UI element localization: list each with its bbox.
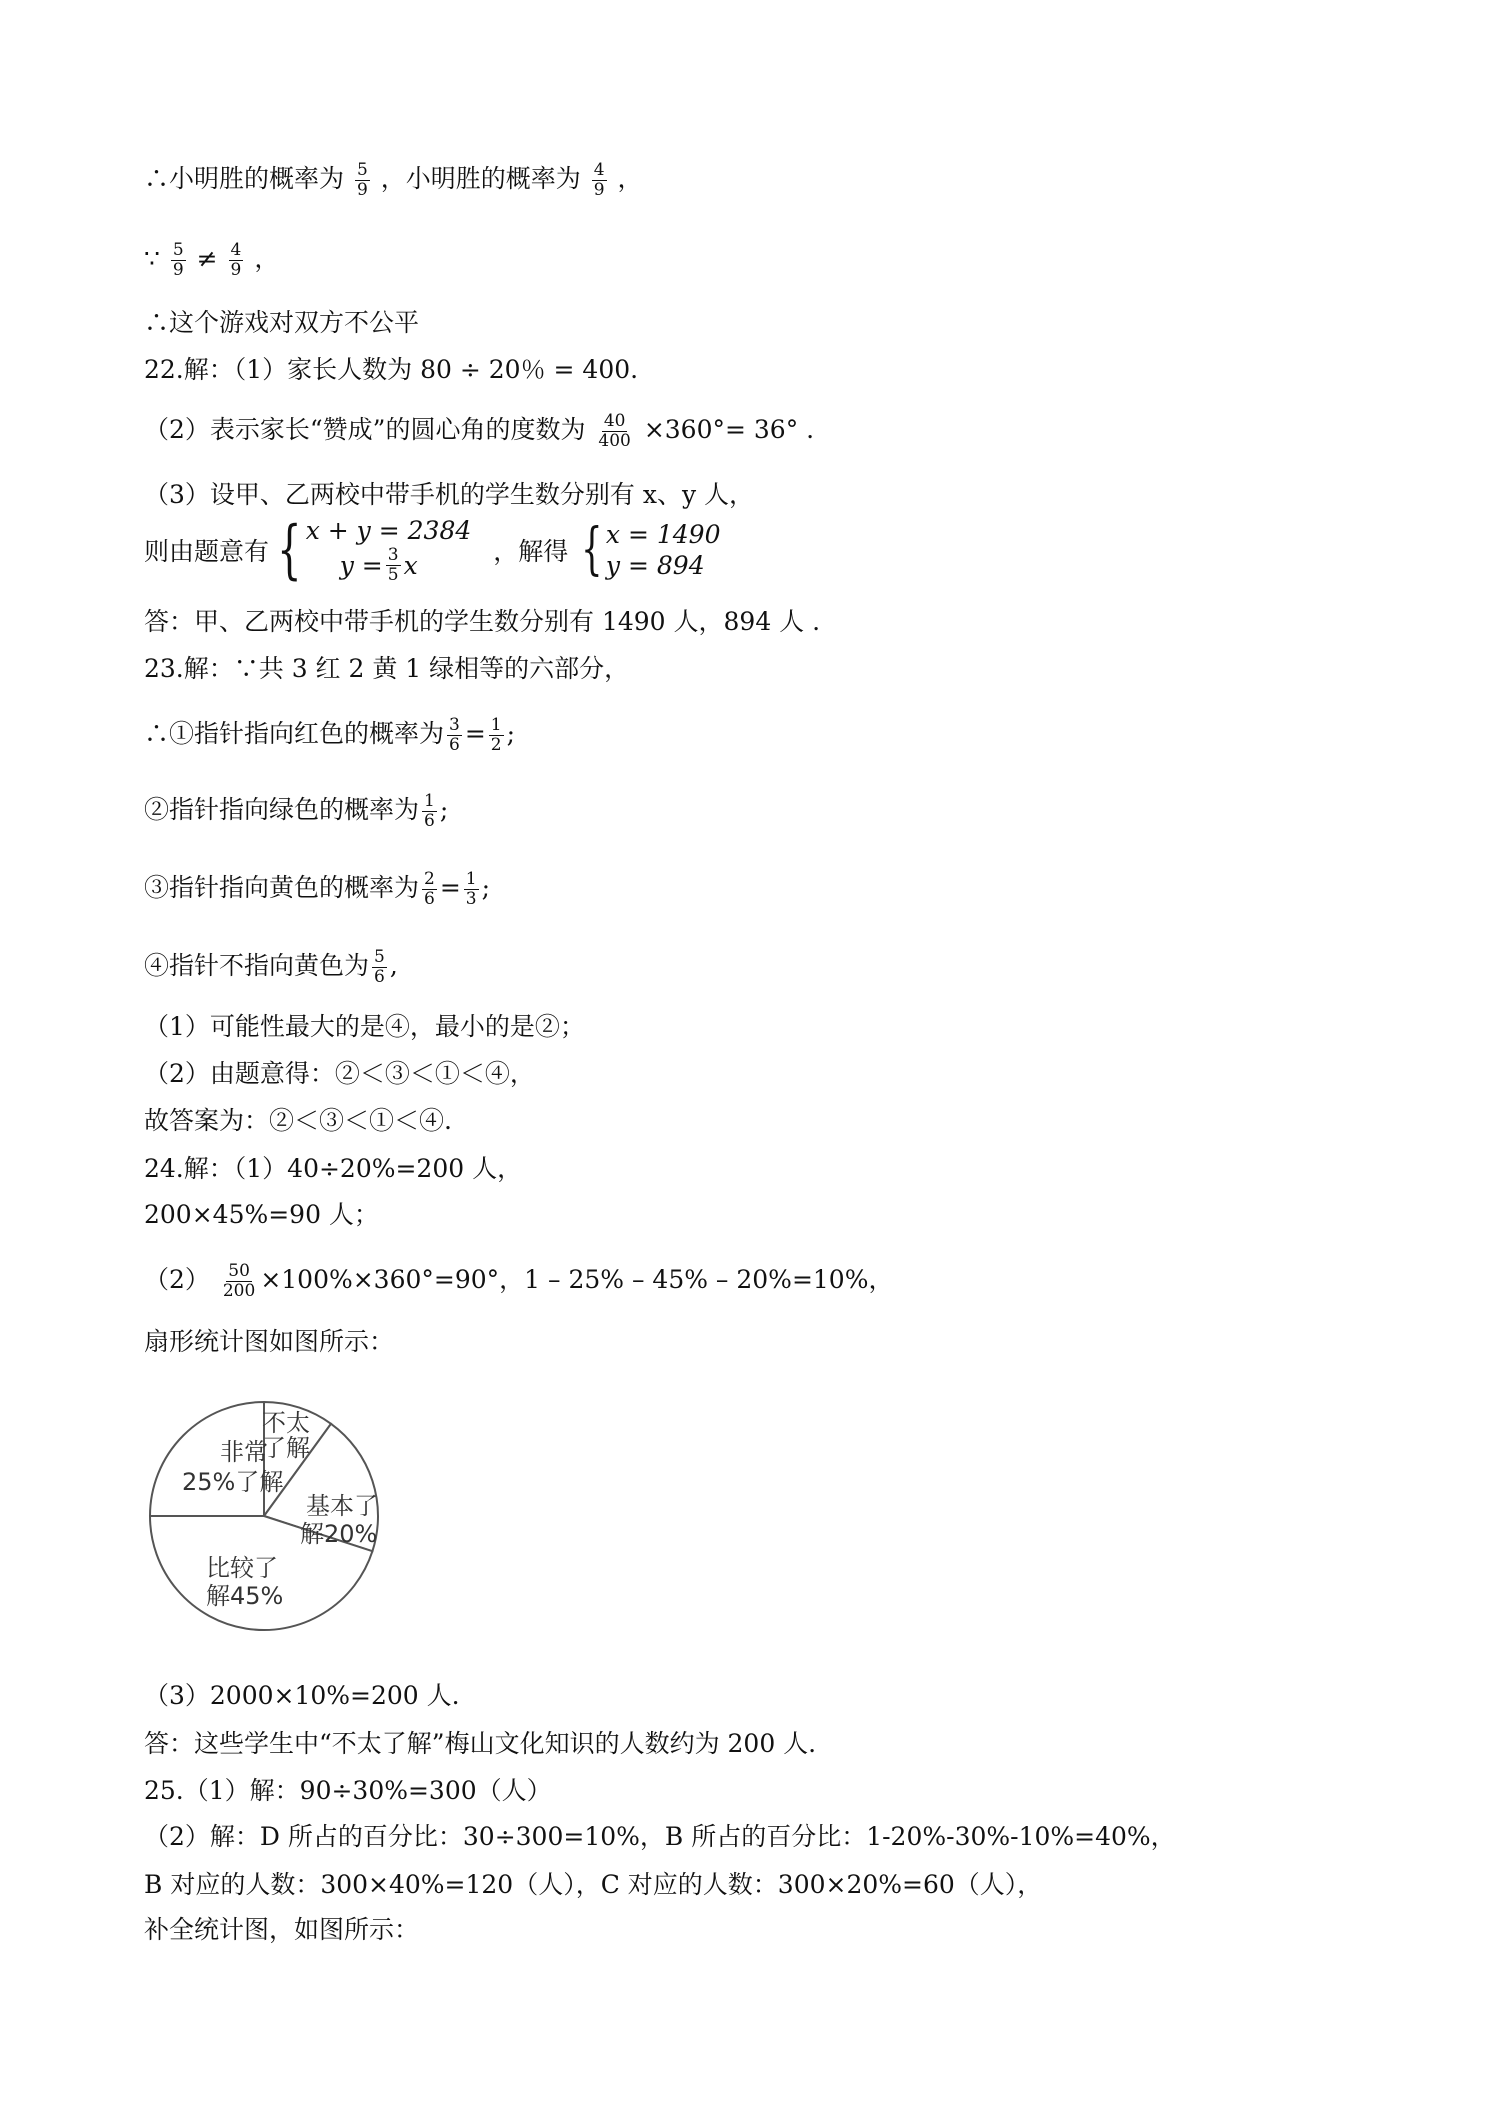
text-line-22: 答：这些学生中“不太了解”梅山文化知识的人数约为 200 人. (144, 1729, 817, 1758)
text-segment: ; (506, 719, 516, 748)
text-segment: = (439, 873, 461, 902)
text-segment: ，小明胜的概率为 (380, 164, 581, 193)
text-segment: ④指针不指向黄色为 (144, 951, 370, 980)
text-segment: ∴小明胜的概率为 (144, 164, 345, 193)
pie-label-3-2: 解45% (206, 1582, 284, 1610)
text-segment: y = (339, 551, 383, 580)
text-line-4: 22.解：（1）家长人数为 80 ÷ 20％ = 400. (144, 355, 639, 384)
fraction (592, 161, 607, 200)
text-line-16: 故答案为：②＜③＜①＜④. (144, 1106, 452, 1135)
fraction (171, 241, 186, 280)
text-line-26: 补全统计图，如图所示： (144, 1915, 420, 1944)
denominator: 9 (356, 180, 368, 200)
denominator: 6 (374, 967, 385, 987)
text-line-14: （1）可能性最大的是④，最小的是②； (144, 1012, 585, 1041)
pie-chart (140, 1388, 390, 1648)
pie-label-0-2: 25%了解 (182, 1468, 284, 1496)
fraction (422, 870, 437, 909)
numerator: 4 (593, 160, 605, 180)
text-line-17: 24.解：（1）40÷20%=200 人， (144, 1154, 523, 1183)
denominator: 6 (449, 735, 460, 755)
fraction (596, 412, 632, 451)
text-line-12 (144, 870, 490, 909)
numerator: 1 (465, 869, 477, 889)
text-line-5 (144, 412, 814, 451)
text-line-3: ∴这个游戏对双方不公平 (144, 308, 420, 337)
text-segment: ， (617, 164, 643, 193)
text-line-15: （2）由题意得：②＜③＜①＜④， (144, 1059, 535, 1088)
denominator: 400 (598, 431, 631, 451)
text-line-20: 扇形统计图如图所示： (144, 1327, 395, 1356)
denominator: 200 (222, 1281, 256, 1301)
fraction (229, 241, 244, 280)
text-segment: ×100%×360°=90°，1 – 25% – 45% – 20%=10%， (260, 1265, 894, 1294)
text-segment: ≠ (196, 244, 218, 273)
solution-system (574, 519, 720, 581)
text-line-19 (144, 1262, 893, 1301)
fraction (221, 1262, 257, 1301)
text-segment: ，解得 (493, 537, 569, 566)
text-line-2 (144, 241, 279, 280)
numerator: 5 (356, 160, 368, 180)
text-segment: 则由题意有 (144, 537, 270, 566)
text-line-24: （2）解：D 所占的百分比：30÷300=10%，B 所占的百分比：1-20%-30%-10%=40%， (144, 1822, 1176, 1851)
denominator: 9 (172, 260, 184, 280)
text-segment: ×360°= 36° . (643, 415, 815, 444)
denominator: 6 (424, 811, 435, 831)
pie-label-2-1: 基本了 (306, 1492, 378, 1520)
numerator: 5 (374, 947, 385, 967)
numerator: 3 (387, 545, 399, 565)
text-segment: = (464, 719, 486, 748)
solution-2: y = 894 (605, 551, 705, 580)
text-segment: x (403, 551, 418, 580)
text-segment: ; (481, 873, 491, 902)
pie-label-1-2: 了解 (262, 1434, 310, 1462)
fraction (464, 870, 479, 909)
solution-1: x = 1490 (605, 520, 721, 549)
denominator: 2 (490, 735, 502, 755)
text-line-1 (144, 161, 643, 200)
fraction (489, 716, 504, 755)
pie-label-0-1: 非常 (220, 1438, 268, 1466)
numerator: 1 (424, 791, 435, 811)
numerator: 1 (490, 715, 502, 735)
numerator: 4 (230, 240, 242, 260)
text-line-25: B 对应的人数：300×40%=120（人），C 对应的人数：300×20%=60（人）， (144, 1870, 1043, 1899)
denominator: 5 (387, 565, 399, 585)
pie-label-2-2: 解20% (300, 1520, 378, 1548)
text-segment: ∵ (144, 244, 160, 273)
text-segment: ， (254, 244, 280, 273)
fraction (422, 792, 437, 831)
equation-system (269, 515, 471, 585)
text-line-18: 200×45%=90 人； (144, 1200, 379, 1229)
text-line-21: （3）2000×10%=200 人. (144, 1681, 460, 1710)
numerator: 2 (424, 869, 435, 889)
text-line-8: 答：甲、乙两校中带手机的学生数分别有 1490 人，894 人 . (144, 607, 821, 636)
text-line-6: （3）设甲、乙两校中带手机的学生数分别有 x、y 人， (144, 480, 755, 509)
equation-1: x + y = 2384 (305, 516, 472, 545)
text-segment: ②指针指向绿色的概率为 (144, 795, 420, 824)
text-line-11 (144, 792, 448, 831)
numerator: 40 (603, 411, 626, 431)
denominator: 6 (424, 889, 435, 909)
numerator: 5 (172, 240, 184, 260)
text-segment: ∴①指针指向红色的概率为 (144, 719, 445, 748)
text-line-9: 23.解：∵共 3 红 2 黄 1 绿相等的六部分， (144, 654, 630, 683)
pie-label-3-1: 比较了 (206, 1554, 278, 1582)
denominator: 3 (465, 889, 477, 909)
fraction (386, 546, 401, 585)
numerator: 3 (449, 715, 460, 735)
fraction (447, 716, 462, 755)
denominator: 9 (593, 180, 605, 200)
text-segment: （2）表示家长“赞成”的圆心角的度数为 (144, 415, 586, 444)
brace-icon: { (277, 513, 302, 587)
equation-2 (306, 546, 472, 585)
text-segment: ; (439, 795, 449, 824)
text-segment: , (389, 951, 398, 980)
pie-label-1-1: 不太 (262, 1409, 310, 1437)
brace-icon: { (581, 517, 603, 582)
text-segment: （2） (144, 1265, 210, 1294)
text-segment: ③指针指向黄色的概率为 (144, 873, 420, 902)
numerator: 50 (228, 1261, 250, 1281)
text-line-10 (144, 716, 515, 755)
fraction (372, 948, 387, 987)
text-line-7 (144, 515, 721, 585)
denominator: 9 (230, 260, 242, 280)
fraction (355, 161, 370, 200)
text-line-13 (144, 948, 398, 987)
text-line-23: 25.（1）解：90÷30%=300（人） (144, 1776, 552, 1805)
